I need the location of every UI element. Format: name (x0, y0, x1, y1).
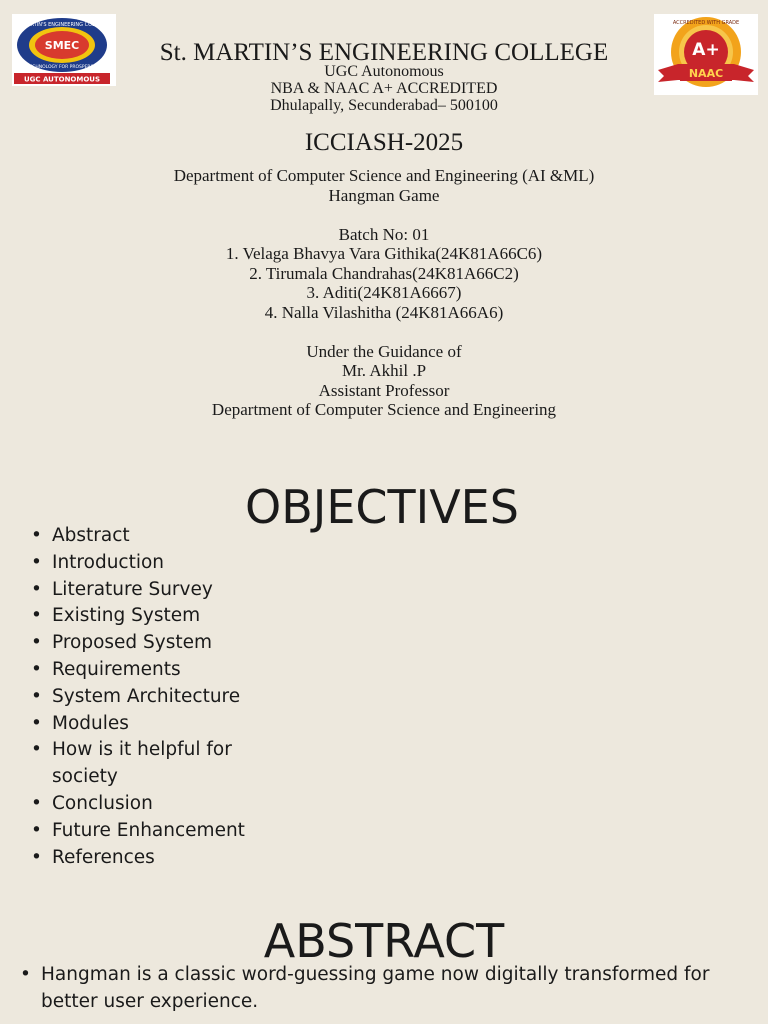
svg-text:St.MARTIN'S ENGINEERING COLLEG: St.MARTIN'S ENGINEERING COLLEGE (16, 22, 108, 28)
svg-text:A+: A+ (692, 40, 720, 60)
guide-name: Mr. Akhil .P (341, 361, 427, 380)
batch-number: Batch No: 01 (338, 224, 430, 244)
subtitle-line: NBA & NAAC A+ ACCREDITED (270, 80, 498, 97)
guide-department: Department of Computer Science and Engineering (211, 400, 557, 419)
member-line: 4. Nalla Vilashitha (24K81A66A6) (264, 302, 504, 322)
list-item: • Abstract (31, 523, 281, 550)
member-line: 1. Velaga Bhavya Vara Githika(24K81A66C6) (225, 244, 543, 263)
list-item: • Hangman is a classic word-guessing game now digitally transformed for better user experience. (20, 962, 740, 1016)
guidance-label: Under the Guidance of (306, 341, 462, 361)
abstract-title: ABSTRACT (263, 914, 505, 968)
project-details (0, 166, 768, 420)
list-item: • Future Enhancement (31, 818, 281, 845)
conference-title: ICCIASH-2025 (304, 129, 464, 156)
guide-designation: Assistant Professor (318, 380, 450, 400)
list-item: • Proposed System (31, 630, 281, 657)
member-line: 3. Aditi(24K81A6667) (306, 283, 462, 302)
spacer-line (0, 322, 768, 342)
list-item: • Literature Survey (31, 577, 281, 604)
svg-text:NAAC: NAAC (688, 67, 724, 80)
member-line: 2. Tirumala Chandrahas(24K81A66C2) (249, 263, 519, 283)
spacer-line (0, 205, 768, 225)
svg-text:ACCREDITED WITH GRADE: ACCREDITED WITH GRADE (672, 20, 740, 26)
project-title: Hangman Game (328, 185, 440, 205)
list-item: • Conclusion (31, 791, 281, 818)
objectives-list (31, 523, 281, 871)
list-item: • Introduction (31, 550, 281, 577)
subtitle-line: Dhulapally, Secunderabad– 500100 (270, 97, 498, 114)
list-item: • Requirements (31, 657, 281, 684)
list-item: • References (31, 845, 281, 872)
college-name: St. MARTIN’S ENGINEERING COLLEGE (159, 39, 609, 66)
list-item: • System Architecture (31, 684, 281, 711)
abstract-list (20, 962, 740, 1016)
department-line: Department of Computer Science and Engineering (AI &ML) (173, 166, 595, 185)
objectives-title: OBJECTIVES (245, 480, 519, 534)
subtitle-line: UGC Autonomous (324, 63, 444, 80)
svg-text:TECHNOLOGY FOR PROSPERITY: TECHNOLOGY FOR PROSPERITY (26, 65, 98, 70)
svg-text:UGC AUTONOMOUS: UGC AUTONOMOUS (23, 75, 101, 84)
svg-text:SMEC: SMEC (44, 39, 80, 52)
list-item: • Modules (31, 711, 281, 738)
list-item: • How is it helpful for society (31, 737, 281, 791)
college-subtitle (0, 63, 768, 114)
list-item: • Existing System (31, 603, 281, 630)
